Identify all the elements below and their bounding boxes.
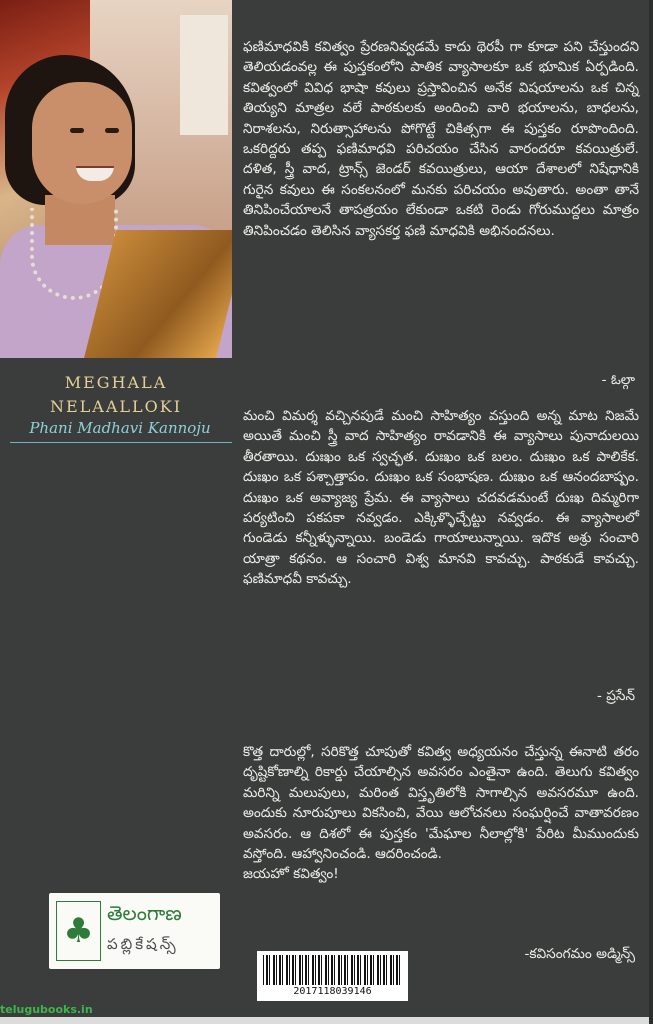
publisher-subname: పబ్లికేషన్స్ xyxy=(107,935,179,953)
author-photo xyxy=(0,0,232,358)
signature-1: - ఓల్గా xyxy=(601,372,635,388)
publisher-name: తెలంగాణ xyxy=(107,901,182,925)
tree-icon: ♣ xyxy=(56,901,101,961)
blurb-paragraph-1 xyxy=(243,37,639,241)
book-title-line1: MEGHALA xyxy=(64,373,168,392)
publisher-logo xyxy=(49,893,220,969)
bottom-edge xyxy=(0,1017,653,1024)
blurb-text: కొత్త దారుల్లో, సరికొత్త చూపుతో కవిత్వ అధ్యయనం చేస్తున్న ఈనాటి తరం దృష్టికోణాల్ని రికార్డు చేయాల్సిన అవసరం ఎంతైనా ఉంది. తెలుగు కవిత్వం మరిన్ని మలుపులు, మరింత విస్తృతిలోకి సాగాల్సిన అవసరమూ ఉంది. అందుకు నూరుపూలు వికసించి, వేయి ఆలోచనలు సంఘర్షించే వాతావరణం అవసరం. ఆ దిశలో ఈ పుస్తకం 'మేఘాల నీలాల్లోకి' పేరిట మీముందుకు వస్తోంది. ఆహ్వానించండి. ఆదరించండి. జయహో కవిత్వం! xyxy=(243,744,639,883)
barcode xyxy=(257,951,408,1001)
blurb-text: ఫణిమాధవికి కవిత్వం ప్రేరణనివ్వడమే కాదు థెరపీ గా కూడా పని చేస్తుందని తెలియడంవల్ల ఈ పుస్తకంలోని పాతిక వ్యాసాలకూ ఒక భూమిక ఏర్పడింది. కవిత్వంలో వివిధ భాషా కవులు ప్రస్తావించిన అనేక విషయాలను ఒక చిన్న తియ్యని మాత్రల వలే పాఠకులకు అందించి వారి భయాలను, బాధలను, నిరాశలను, నిరుత్సాహాలను పోగొట్టే చికిత్సగా ఈ పుస్తకం రూపొందింది. ఒకరిద్దరు తప్ప ఫణిమాధవి పరిచయం చేసిన వారందరూ కవయిత్రులే. దళిత, స్త్రీ వాద, ట్రాన్స్ జెండర్ కవయిత్రులు, ఆయా దేశాలలో నిషేధానికి గురైన కవులు ఈ సంకలనంలో మనకు పరిచయం అవుతారు. అంతా తానే తినిపించేయాలనే తాపత్రయం లేకుండా ఒకటి రెండు గోరుముద్దలు మాత్రం తినిపించడం తెలిసిన వ్యాసకర్త ఫణి మాధవికి అభినందనలు. xyxy=(243,39,639,239)
signature-3: -కవిసంగమం అడ్మిన్స్ xyxy=(524,946,635,962)
site-watermark: telugubooks.in xyxy=(0,1003,93,1016)
author-name: Phani Madhavi Kannoju xyxy=(29,419,211,437)
isbn-number: 2017118039146 xyxy=(293,986,372,997)
blurb-paragraph-3 xyxy=(243,742,639,885)
blurb-text: మంచి విమర్శ వచ్చినపుడే మంచి సాహిత్యం వస్తుంది అన్న మాట నిజమే అయితే మంచి స్త్రీ వాద సాహిత్యం రావడానికి ఈ వ్యాసాలు పునాదులయి తీరతాయి. దుఃఖం ఒక స్వచ్ఛత. దుఃఖం ఒక బలం. దుఃఖం ఒక పాలికేక. దుఃఖం ఒక పశ్చాత్తాపం. దుఃఖం ఒక సంభాషణ. దుఃఖం ఒక ఆనందబాష్పం. దుఃఖం ఒక అవ్యాజ్య ప్రేమ. ఈ వ్యాసాలు చదవడమంటే దుఃఖ దిమ్మరిగా పర్యటించి పకపకా నవ్వడం. ఎక్కిళ్ళొచ్చేట్టు నవ్వడం. ఈ వ్యాసాలలో గుండెడు కన్నీళ్ళున్నాయి. బండెడు గాయాలున్నాయి. ఇదొక అశ్రు సంచారి యాత్రా కథనం. ఆ సంచారి విశ్వ మానవి కావచ్చు. పాఠకుడే కావచ్చు. ఫణిమాధవీ కావచ్చు. xyxy=(243,408,639,588)
blurb-paragraph-2 xyxy=(243,406,639,590)
barcode-bars xyxy=(263,955,402,985)
signature-2: - ప్రసేన్ xyxy=(597,688,635,704)
right-edge xyxy=(649,0,653,1024)
title-divider xyxy=(10,442,232,443)
book-title-line2: NELAALLOKI xyxy=(49,397,183,416)
